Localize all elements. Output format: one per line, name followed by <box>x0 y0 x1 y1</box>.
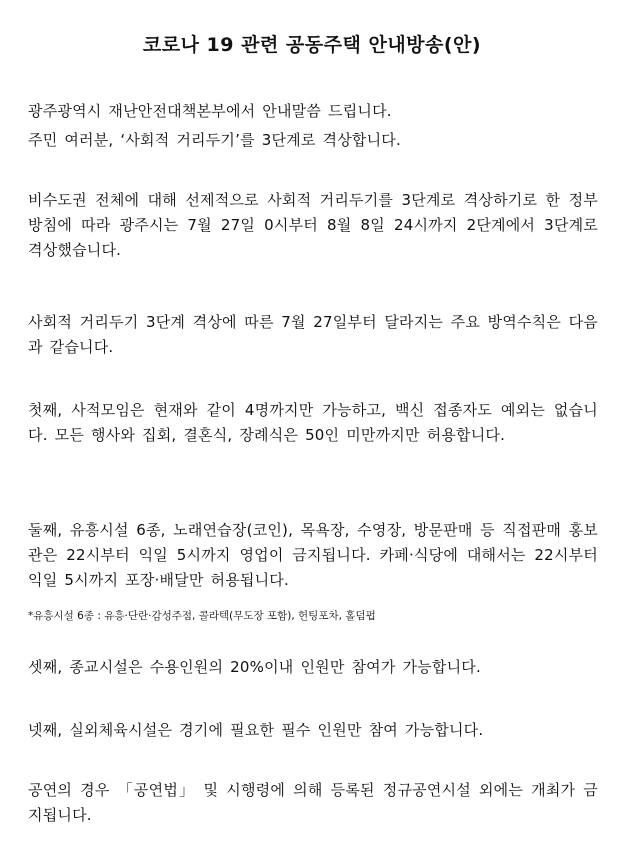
rule-second-paragraph: 둘째, 유흥시설 6종, 노래연습장(코인), 목욕장, 수영장, 방문판매 등 직접판매 홍보관은 22시부터 익일 5시까지 영업이 금지됩니다. 카페·식당에 대해서는 22시부터 익일 5시까지 포장·배달만 허용됩니다. <box>28 521 598 589</box>
footnote: *유흥시설 6종 : 유흥·단란·감성주점, 콜라텍(무도장 포함), 헌팅포차, 홀덤펍 <box>28 610 376 622</box>
performance-paragraph: 공연의 경우 「공연법」 및 시행령에 의해 등록된 정규공연시설 외에는 개최가 금지됩니다. <box>28 781 598 824</box>
rules-intro-paragraph: 사회적 거리두기 3단계 격상에 따른 7월 27일부터 달라지는 주요 방역수칙은 다음과 같습니다. <box>28 313 598 356</box>
document-title: 코로나 19 관련 공동주택 안내방송(안) <box>142 34 482 56</box>
policy-paragraph: 비수도권 전체에 대해 선제적으로 사회적 거리두기를 3단계로 격상하기로 한 정부 방침에 따라 광주시는 7월 27일 0시부터 8월 8일 24시까지 2단계에서 3단계로 격상했습니다. <box>28 191 598 259</box>
rule-first-paragraph: 첫째, 사적모임은 현재와 같이 4명까지만 가능하고, 백신 접종자도 예외는 없습니다. 모든 행사와 집회, 결혼식, 장례식은 50인 미만까지만 허용합니다. <box>28 401 598 444</box>
rule-third-paragraph: 셋째, 종교시설은 수용인원의 20%이내 인원만 참여가 가능합니다. <box>28 658 481 676</box>
announcement-line: 주민 여러분, ‘사회적 거리두기’를 3단계로 격상합니다. <box>28 131 401 149</box>
intro-line: 광주광역시 재난안전대책본부에서 안내말씀 드립니다. <box>28 102 392 120</box>
rule-fourth-paragraph: 넷째, 실외체육시설은 경기에 필요한 필수 인원만 참여 가능합니다. <box>28 721 484 739</box>
